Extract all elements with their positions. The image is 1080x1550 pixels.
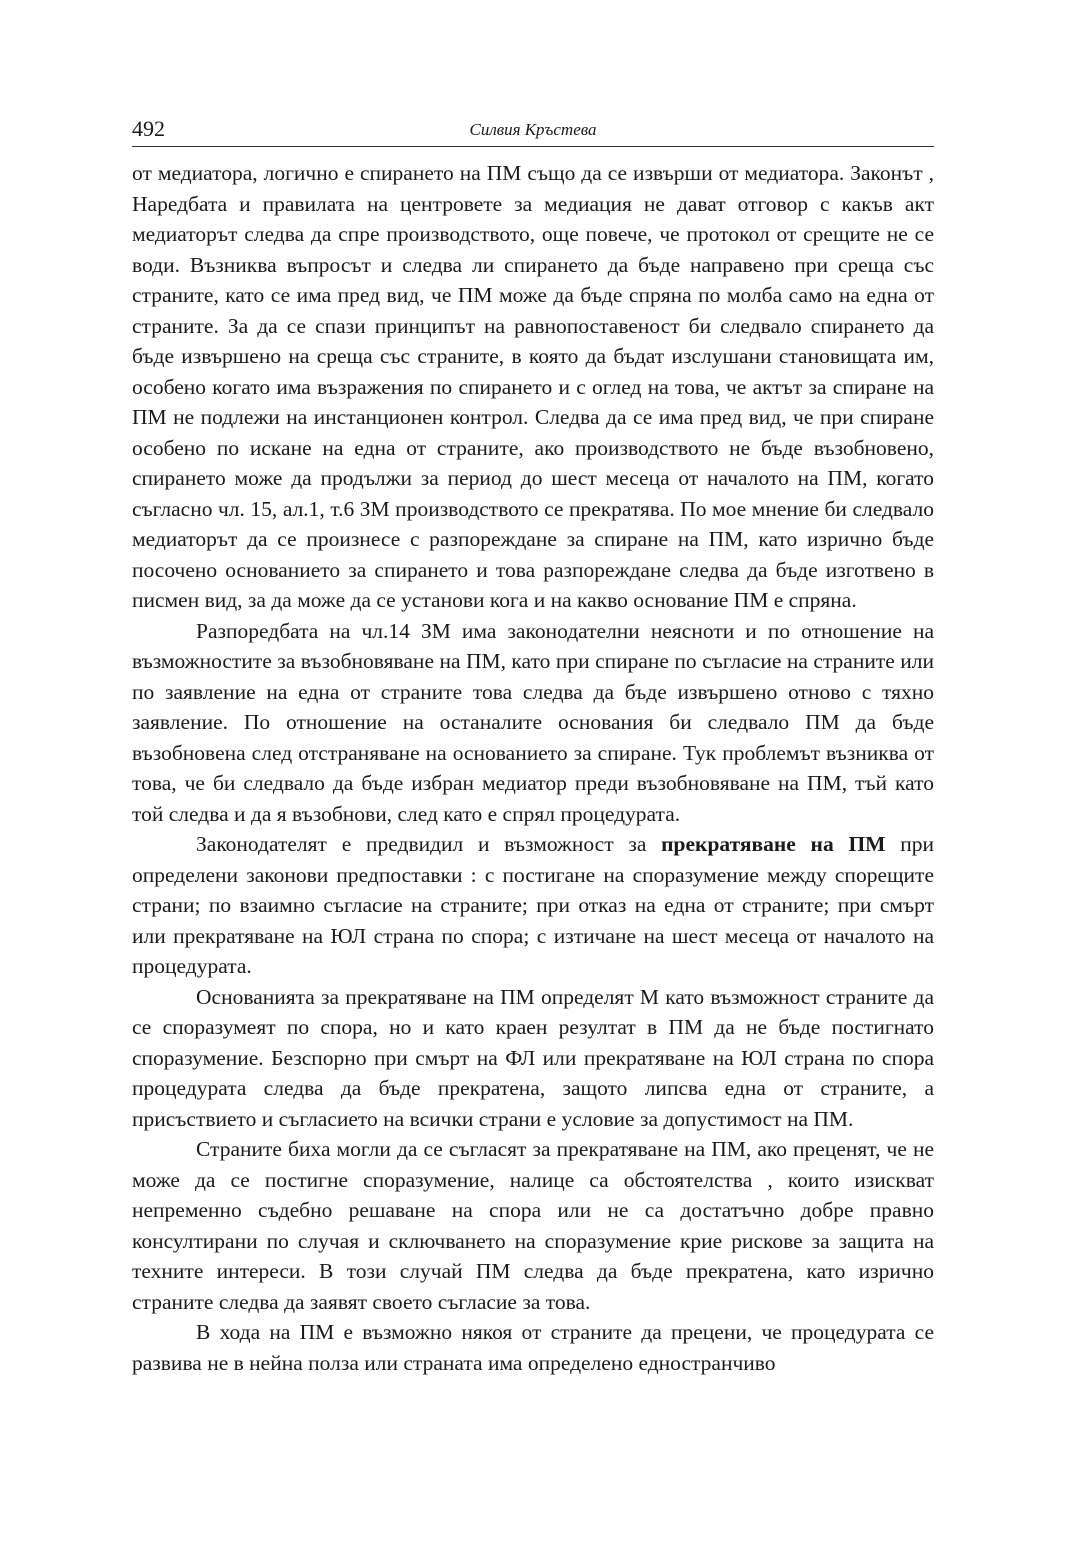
paragraph-3 [132, 829, 934, 982]
paragraph-3-text-after: при определени законови предпоставки : с постигане на споразумение между спорещите страни; по взаимно съгласие на страните; при отказ на една от страните; при смърт или прекратяване на ЮЛ страна по спора; с изтичане на шест месеца от началото на процедурата. [132, 832, 934, 978]
paragraph-1: от медиатора, логично е спирането на ПМ също да се извърши от медиатора. Законът , Наредбата и правилата на центровете за медиация не дават отговор с какъв акт медиаторът следва да спре производството, още повече, че протокол от срещите не се води. Възниква въпросът и следва ли спирането да бъде направено при среща със страните, като се има пред вид, че ПМ може да бъде спряна по молба само на една от страните. За да се спази принципът на равнопоставеност би следвало спирането да бъде извършено на среща със страните, в която да бъдат изслушани становищата им, особено когато има възражения по спирането и с оглед на това, че актът за спиране на ПМ не подлежи на инстанционен контрол. Следва да се има пред вид, че при спиране особено по искане на една от страните, ако производството не бъде възобновено, спирането може да продължи за период до шест месеца от началото на ПМ, когато съгласно чл. 15, ал.1, т.6 ЗМ производството се прекратява. По мое мнение би следвало медиаторът да се произнесе с разпореждане за спиране на ПМ, като изрично бъде посочено основанието за спирането и това разпореждане следва да бъде изготвено в писмен вид, за да може да се установи кога и на какво основание ПМ е спряна. [132, 161, 934, 612]
paragraph-2: Разпоредбата на чл.14 ЗМ има законодателни неясноти и по отношение на възможностите за възобновяване на ПМ, като при спиране по съгласие на страните или по заявление на една от страните това следва да бъде извършено отново с тяхно заявление. По отношение на останалите основания би следвало ПМ да бъде възобновена след отстраняване на основанието за спиране. Тук проблемът възниква от това, че би следвало да бъде избран медиатор преди възобновяване на ПМ, тъй като той следва и да я възобнови, след като е спрял процедурата. [132, 618, 934, 826]
paragraph-3-text-before: Законодателят е предвидил и възможност за [196, 832, 662, 856]
body-text [132, 158, 934, 1378]
bold-term-termination: прекратяване на ПМ [661, 832, 886, 856]
paragraph-5: Страните биха могли да се съгласят за прекратяване на ПМ, ако преценят, че не може да се постигне споразумение, налице са обстоятелства , които изискват непременно съдебно решаване на спора или не са достатъчно добре правно консултирани по случая и сключването на споразумение крие рискове за защита на техните интереси. В този случай ПМ следва да бъде прекратена, като изрично страните следва да заявят своето съгласие за това. [132, 1137, 934, 1314]
paragraph-4: Основанията за прекратяване на ПМ определят М като възможност страните да се споразумеят по спора, но и като краен резултат в ПМ да не бъде постигнато споразумение. Безспорно при смърт на ФЛ или прекратяване на ЮЛ страна по спора процедурата следва да бъде прекратена, защото липсва една от страните, а присъствието и съгласието на всички страни е условие за допустимост на ПМ. [132, 984, 934, 1131]
running-head-author: Силвия Кръстева [469, 120, 597, 139]
running-header [132, 116, 934, 147]
paragraph-6: В хода на ПМ е възможно някоя от страните да прецени, че процедурата се развива не в нейна полза или страната има определено едностранчиво [132, 1320, 934, 1375]
page-number: 492 [132, 116, 165, 141]
